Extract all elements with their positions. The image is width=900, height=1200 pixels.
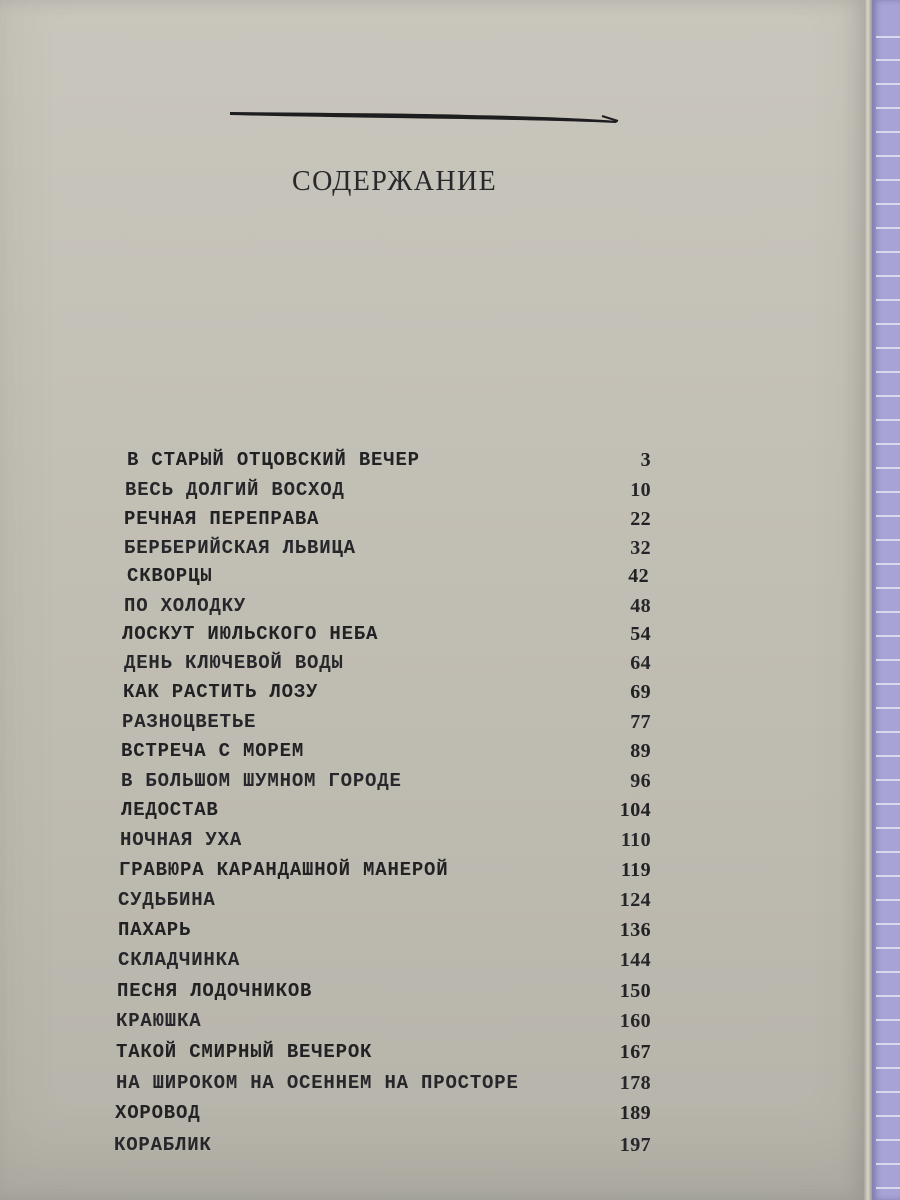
toc-entry-title: ГРАВЮРА КАРАНДАШНОЙ МАНЕРОЙ <box>119 859 449 881</box>
notebook-line <box>876 899 900 901</box>
toc-entry-page: 48 <box>630 595 651 617</box>
toc-entry-title: СКЛАДЧИНКА <box>118 949 241 971</box>
notebook-line <box>876 371 900 373</box>
notebook-line <box>876 251 900 253</box>
toc-entry <box>125 476 651 504</box>
toc-entry <box>123 678 651 706</box>
notebook-line <box>876 1043 900 1045</box>
notebook-line <box>876 779 900 781</box>
notebook-line <box>876 683 900 685</box>
toc-entry-page: 160 <box>619 1010 651 1032</box>
toc-entry-page: 89 <box>630 740 651 762</box>
notebook-line <box>876 1187 900 1189</box>
notebook-line <box>876 83 900 85</box>
toc-entry-page: 110 <box>620 829 651 851</box>
toc-entry-page: 136 <box>619 919 651 941</box>
notebook-line <box>876 1163 900 1165</box>
notebook-line <box>876 659 900 661</box>
toc-entry <box>121 767 651 795</box>
toc-entry-title: КАК РАСТИТЬ ЛОЗУ <box>123 681 319 703</box>
toc-entry-page: 178 <box>619 1072 651 1094</box>
toc-entry-page: 150 <box>619 980 651 1002</box>
notebook-line <box>876 1115 900 1117</box>
notebook-line <box>876 467 900 469</box>
notebook-line <box>876 611 900 613</box>
notebook-line <box>876 587 900 589</box>
toc-entry-title: КОРАБЛИК <box>114 1134 212 1156</box>
notebook-line <box>876 179 900 181</box>
notebook-line <box>876 443 900 445</box>
toc-entry-page: 10 <box>630 479 651 501</box>
toc-entry-title: СКВОРЦЫ <box>127 565 213 587</box>
toc-entry-title: В СТАРЫЙ ОТЦОВСКИЙ ВЕЧЕР <box>127 449 420 471</box>
toc-entry-page: 77 <box>630 711 651 733</box>
toc-entry-title: ТАКОЙ СМИРНЫЙ ВЕЧЕРОК <box>116 1041 373 1063</box>
toc-entry-title: СУДЬБИНА <box>118 889 216 911</box>
notebook-line <box>876 827 900 829</box>
notebook-line <box>876 635 900 637</box>
toc-entry-title: РЕЧНАЯ ПЕРЕПРАВА <box>124 508 320 530</box>
toc-entry-page: 104 <box>619 799 651 821</box>
toc-entry-title: ПЕСНЯ ЛОДОЧНИКОВ <box>117 980 313 1002</box>
notebook-line <box>876 803 900 805</box>
toc-entry-title: ПАХАРЬ <box>118 919 192 941</box>
notebook-line <box>876 563 900 565</box>
notebook-line <box>876 875 900 877</box>
notebook-line <box>876 515 900 517</box>
toc-entry <box>119 856 651 884</box>
toc-entry <box>118 946 651 974</box>
toc-entry-title: ДЕНЬ КЛЮЧЕВОЙ ВОДЫ <box>124 652 344 674</box>
toc-entry-title: РАЗНОЦВЕТЬЕ <box>122 711 257 733</box>
toc-entry-page: 64 <box>630 652 651 674</box>
toc-entry-title: НОЧНАЯ УХА <box>120 829 243 851</box>
toc-entry <box>118 916 651 944</box>
toc-entry-page: 167 <box>619 1041 651 1063</box>
notebook-background <box>872 0 900 1200</box>
notebook-line <box>876 851 900 853</box>
toc-entry <box>124 534 651 562</box>
toc-entry-page: 96 <box>630 770 651 792</box>
toc-entry-page: 119 <box>620 859 651 881</box>
toc-entry-page: 197 <box>619 1134 651 1156</box>
toc-entry-page: 69 <box>630 681 651 703</box>
notebook-line <box>876 59 900 61</box>
notebook-line <box>876 995 900 997</box>
toc-entry-title: НА ШИРОКОМ НА ОСЕННЕМ НА ПРОСТОРЕ <box>116 1072 519 1094</box>
toc-entry <box>118 886 651 914</box>
notebook-line <box>876 323 900 325</box>
notebook-line <box>876 299 900 301</box>
notebook-line <box>876 203 900 205</box>
toc-entry <box>115 1099 651 1127</box>
notebook-line <box>876 36 900 38</box>
notebook-line <box>876 491 900 493</box>
notebook-line <box>876 275 900 277</box>
toc-entry-title: ХОРОВОД <box>115 1102 201 1124</box>
toc-entry <box>116 1038 651 1066</box>
toc-entry-title: ЛЕДОСТАВ <box>121 799 219 821</box>
toc-entry-title: ВСТРЕЧА С МОРЕМ <box>121 740 305 762</box>
notebook-line <box>876 155 900 157</box>
toc-entry <box>120 826 651 854</box>
toc-entry <box>121 796 651 824</box>
toc-entry-title: ПО ХОЛОДКУ <box>124 595 247 617</box>
notebook-line <box>876 707 900 709</box>
notebook-line <box>876 107 900 109</box>
toc-entry <box>124 649 651 677</box>
toc-entry <box>122 620 651 648</box>
toc-entry <box>116 1069 651 1097</box>
toc-entry-title: ЛОСКУТ ИЮЛЬСКОГО НЕБА <box>122 623 379 645</box>
toc-entry-page: 3 <box>640 449 651 471</box>
toc-entry <box>121 737 651 765</box>
notebook-line <box>876 947 900 949</box>
page-title: СОДЕРЖАНИЕ <box>292 166 498 197</box>
notebook-line <box>876 227 900 229</box>
toc-entry-title: КРАЮШКА <box>116 1010 202 1032</box>
toc-entry-title: ВЕСЬ ДОЛГИЙ ВОСХОД <box>125 479 345 501</box>
notebook-line <box>876 1091 900 1093</box>
notebook-line <box>876 1139 900 1141</box>
notebook-line <box>876 1067 900 1069</box>
toc-entry <box>127 562 649 590</box>
notebook-line <box>876 539 900 541</box>
toc-entry-title: БЕРБЕРИЙСКАЯ ЛЬВИЦА <box>124 537 356 559</box>
toc-entry <box>117 977 651 1005</box>
toc-entry <box>114 1131 651 1159</box>
toc-entry <box>127 446 651 474</box>
toc-entry <box>116 1007 651 1035</box>
toc-entry-page: 22 <box>630 508 651 530</box>
notebook-line <box>876 347 900 349</box>
notebook-line <box>876 131 900 133</box>
toc-entry-page: 124 <box>619 889 651 911</box>
toc-entry-page: 144 <box>619 949 651 971</box>
notebook-line <box>876 755 900 757</box>
notebook-line <box>876 971 900 973</box>
notebook-line <box>876 419 900 421</box>
notebook-line <box>876 923 900 925</box>
toc-entry-page: 32 <box>630 537 651 559</box>
notebook-line <box>876 1019 900 1021</box>
toc-entry-page: 189 <box>619 1102 651 1124</box>
toc-entry <box>124 592 651 620</box>
toc-entry-title: В БОЛЬШОМ ШУМНОМ ГОРОДЕ <box>121 770 402 792</box>
notebook-line <box>876 395 900 397</box>
toc-entry-page: 42 <box>628 565 649 587</box>
notebook-line <box>876 731 900 733</box>
toc-entry <box>124 505 651 533</box>
toc-entry-page: 54 <box>630 623 651 645</box>
toc-entry <box>122 708 651 736</box>
